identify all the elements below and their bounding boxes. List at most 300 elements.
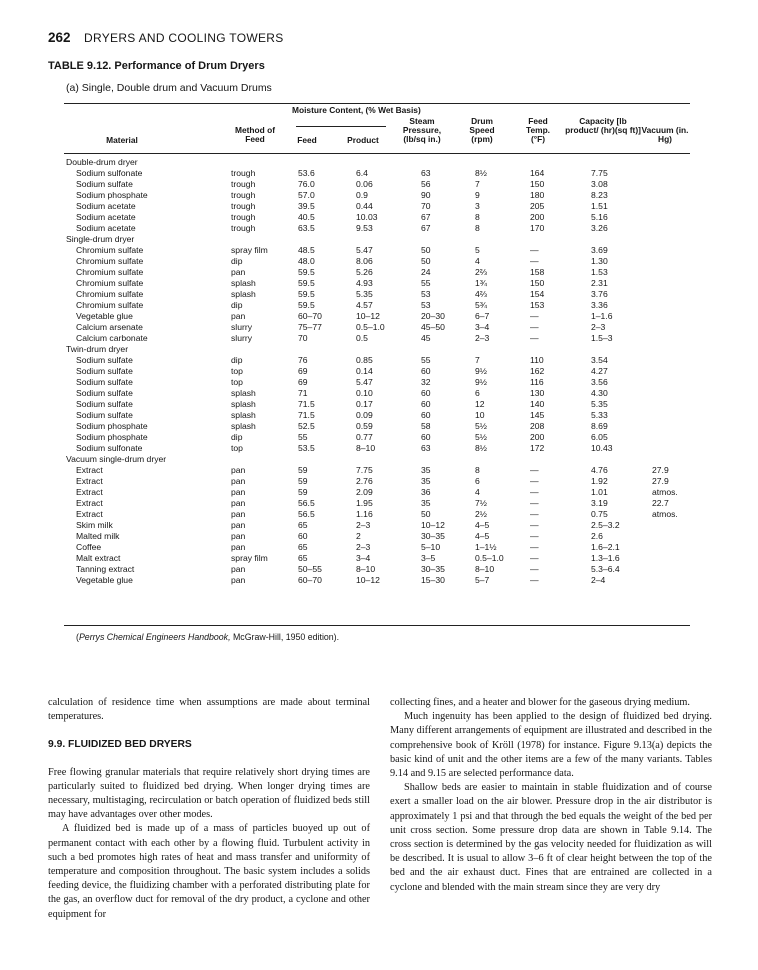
cell-drum-speed: 7½ [475, 498, 487, 508]
cell-feed-temp: 200 [530, 212, 545, 222]
cell-product-moisture: 2–3 [356, 520, 371, 530]
cell-feed-temp: 154 [530, 289, 545, 299]
cell-feed-moisture: 63.5 [298, 223, 315, 233]
cell-steam-pressure: 70 [421, 201, 431, 211]
cell-capacity: 4.76 [591, 465, 608, 475]
cell-capacity: 5.35 [591, 399, 608, 409]
cell-drum-speed: 5–7 [475, 575, 490, 585]
cell-method: splash [231, 421, 256, 431]
col-header-feed-temp: Feed Temp. (°F) [525, 116, 551, 144]
cell-steam-pressure: 90 [421, 190, 431, 200]
cell-material: Skim milk [76, 520, 113, 530]
cell-feed-temp: 162 [530, 366, 545, 376]
cell-drum-speed: 3–4 [475, 322, 490, 332]
cell-material: Sodium sulfate [76, 399, 133, 409]
cell-feed-temp: — [530, 553, 539, 563]
cell-feed-temp: — [530, 487, 539, 497]
cell-drum-speed: 4⅔ [475, 289, 487, 299]
cell-feed-temp: — [530, 498, 539, 508]
col-header-material: Material [106, 135, 138, 145]
cell-method: top [231, 443, 243, 453]
col-header-vacuum: Vacuum (in. Hg) [641, 125, 689, 144]
cell-material: Sodium phosphate [76, 190, 148, 200]
caption-source-rest: McGraw-Hill, 1950 edition). [232, 632, 340, 642]
cell-drum-speed: 5¾ [475, 300, 487, 310]
cell-method: splash [231, 388, 256, 398]
right-paragraph-2: Much ingenuity has been applied to the design of fluidized bed drying. Many different arrangements of equipment are illustrated and described in the comprehensive book of Kröll (1978) for instance. Figure 9.13(a) depicts the basic kind of unit and the other items are a few of the many variants. Tables 9.14 and 9.15 are selected performance data. [390, 711, 712, 780]
cell-capacity: 10.43 [591, 443, 613, 453]
cell-feed-moisture: 60–70 [298, 575, 322, 585]
cell-feed-moisture: 59 [298, 465, 308, 475]
cell-feed-temp: 158 [530, 267, 545, 277]
cell-drum-speed: 9½ [475, 377, 487, 387]
cell-capacity: 0.75 [591, 509, 608, 519]
cell-drum-speed: 3 [475, 201, 480, 211]
cell-steam-pressure: 30–35 [421, 564, 445, 574]
cell-product-moisture: 3–4 [356, 553, 371, 563]
cell-steam-pressure: 63 [421, 168, 431, 178]
cell-drum-speed: 8½ [475, 443, 487, 453]
cell-feed-moisture: 69 [298, 377, 308, 387]
cell-capacity: 4.30 [591, 388, 608, 398]
cell-feed-temp: — [530, 564, 539, 574]
cell-product-moisture: 8.06 [356, 256, 373, 266]
cell-material: Calcium arsenate [76, 322, 143, 332]
cell-feed-moisture: 48.0 [298, 256, 315, 266]
cell-drum-speed: 4–5 [475, 531, 490, 541]
cell-product-moisture: 0.5–1.0 [356, 322, 385, 332]
cell-product-moisture: 6.4 [356, 168, 368, 178]
cell-material: Chromium sulfate [76, 245, 144, 255]
cell-material: Extract [76, 465, 103, 475]
cell-steam-pressure: 45 [421, 333, 431, 343]
table-source-caption: (Perrys Chemical Engineers Handbook, McGraw-Hill, 1950 edition). [76, 632, 340, 642]
cell-steam-pressure: 60 [421, 388, 431, 398]
cell-material: Coffee [76, 542, 102, 552]
cell-product-moisture: 1.95 [356, 498, 373, 508]
cell-feed-temp: 205 [530, 201, 545, 211]
cell-drum-speed: 9½ [475, 366, 487, 376]
cell-capacity: 3.08 [591, 179, 608, 189]
cell-drum-speed: 8 [475, 223, 480, 233]
table-top-rule [64, 103, 690, 104]
cell-method: splash [231, 278, 256, 288]
cell-product-moisture: 10.03 [356, 212, 378, 222]
cell-product-moisture: 2 [356, 531, 361, 541]
cell-method: pan [231, 542, 246, 552]
section-heading: 9.9. FLUIDIZED BED DRYERS [48, 739, 192, 751]
cell-drum-speed: 5½ [475, 421, 487, 431]
cell-material: Chromium sulfate [76, 278, 144, 288]
moisture-group-rule [296, 126, 386, 127]
cell-material: Sodium phosphate [76, 421, 148, 431]
cell-feed-moisture: 71.5 [298, 399, 315, 409]
cell-product-moisture: 2.09 [356, 487, 373, 497]
cell-steam-pressure: 60 [421, 410, 431, 420]
left-paragraph-1: calculation of residence time when assumptions are made about terminal temperatures. [48, 697, 370, 723]
cell-material: Sodium sulfonate [76, 443, 143, 453]
cell-drum-speed: 4 [475, 256, 480, 266]
cell-feed-moisture: 75–77 [298, 322, 322, 332]
cell-material: Sodium sulfate [76, 388, 133, 398]
cell-capacity: 8.69 [591, 421, 608, 431]
cell-product-moisture: 9.53 [356, 223, 373, 233]
cell-feed-moisture: 71.5 [298, 410, 315, 420]
cell-steam-pressure: 15–30 [421, 575, 445, 585]
cell-capacity: 3.69 [591, 245, 608, 255]
table-header-rule [64, 153, 690, 154]
cell-feed-temp: — [530, 542, 539, 552]
cell-method: trough [231, 168, 256, 178]
cell-drum-speed: 2⅔ [475, 267, 487, 277]
cell-method: splash [231, 399, 256, 409]
cell-product-moisture: 8–10 [356, 443, 376, 453]
cell-capacity: 1.51 [591, 201, 608, 211]
cell-drum-speed: 4–5 [475, 520, 490, 530]
cell-feed-moisture: 48.5 [298, 245, 315, 255]
cell-capacity: 7.75 [591, 168, 608, 178]
cell-capacity: 5.33 [591, 410, 608, 420]
cell-product-moisture: 0.09 [356, 410, 373, 420]
cell-drum-speed: 1–1½ [475, 542, 497, 552]
cell-material: Sodium acetate [76, 223, 136, 233]
cell-vacuum: 27.9 [652, 465, 669, 475]
cell-feed-moisture: 56.5 [298, 509, 315, 519]
cell-feed-temp: 150 [530, 179, 545, 189]
cell-drum-speed: 6 [475, 476, 480, 486]
cell-feed-moisture: 60 [298, 531, 308, 541]
cell-drum-speed: 12 [475, 399, 485, 409]
cell-product-moisture: 0.44 [356, 201, 373, 211]
cell-method: splash [231, 289, 256, 299]
cell-method: pan [231, 311, 246, 321]
cell-capacity: 4.27 [591, 366, 608, 376]
cell-feed-moisture: 76.0 [298, 179, 315, 189]
cell-vacuum: 27.9 [652, 476, 669, 486]
cell-feed-moisture: 71 [298, 388, 308, 398]
page-number: 262 [48, 30, 71, 45]
cell-steam-pressure: 63 [421, 443, 431, 453]
right-paragraph-3: Shallow beds are easier to maintain in stable fluidization and of course exert a smaller load on the air blower. Pressure drop in the air distributor is approximately 1 psi and that through the bed equals the weight of the bed per unit cross section. Some pressure drop data are shown in Table 9.14. The cross section is determined by the gas velocity needed for fluidization as will be described. It is usual to allow 3–6 ft of clear height between the top of the bed and the air exhaust duct. Fines that are entrained are collected in a cyclone and blended with the main stream since they are very dry [390, 782, 712, 893]
cell-drum-speed: 1¾ [475, 278, 487, 288]
cell-material: Sodium sulfate [76, 179, 133, 189]
left-paragraph-3: A fluidized bed is made up of a mass of particles buoyed up out of permanent contact with each other by a flowing fluid. Turbulent activity in such a bed promotes high rates of heat and mass transfer and uniformity of temperature and composition throughout. The basic system includes a solids feeding device, the fluidizing chamber with a perforated distributing plate for the gas, an overflow duct for removal of the dry product, a cyclone and other equipment for [48, 823, 370, 920]
running-title: DRYERS AND COOLING TOWERS [84, 31, 284, 45]
cell-product-moisture: 5.26 [356, 267, 373, 277]
cell-material: Extract [76, 509, 103, 519]
cell-feed-temp: 153 [530, 300, 545, 310]
cell-steam-pressure: 60 [421, 399, 431, 409]
cell-feed-moisture: 59.5 [298, 278, 315, 288]
cell-feed-moisture: 65 [298, 520, 308, 530]
cell-drum-speed: 8–10 [475, 564, 495, 574]
cell-capacity: 1.3–1.6 [591, 553, 620, 563]
cell-capacity: 3.56 [591, 377, 608, 387]
cell-product-moisture: 7.75 [356, 465, 373, 475]
col-header-feed: Feed [297, 135, 317, 145]
cell-steam-pressure: 60 [421, 366, 431, 376]
cell-material: Chromium sulfate [76, 300, 144, 310]
cell-feed-temp: — [530, 520, 539, 530]
cell-feed-moisture: 59.5 [298, 300, 315, 310]
cell-method: top [231, 377, 243, 387]
table-section-header: Double-drum dryer [66, 157, 138, 167]
cell-feed-moisture: 76 [298, 355, 308, 365]
cell-steam-pressure: 56 [421, 179, 431, 189]
cell-material: Sodium sulfate [76, 355, 133, 365]
cell-capacity: 1–1.6 [591, 311, 613, 321]
cell-method: pan [231, 465, 246, 475]
cell-product-moisture: 10–12 [356, 575, 380, 585]
cell-material: Sodium sulfonate [76, 168, 143, 178]
cell-method: slurry [231, 333, 253, 343]
table-subtitle: (a) Single, Double drum and Vacuum Drums [66, 82, 272, 94]
cell-method: slurry [231, 322, 253, 332]
right-paragraph-1: collecting fines, and a heater and blower for the gaseous drying medium. [390, 697, 690, 708]
cell-method: trough [231, 179, 256, 189]
cell-feed-moisture: 59.5 [298, 289, 315, 299]
cell-drum-speed: 5 [475, 245, 480, 255]
cell-method: trough [231, 190, 256, 200]
cell-material: Extract [76, 487, 103, 497]
cell-feed-temp: — [530, 465, 539, 475]
cell-method: spray film [231, 553, 268, 563]
col-header-product: Product [347, 135, 379, 145]
cell-product-moisture: 0.85 [356, 355, 373, 365]
cell-drum-speed: 5½ [475, 432, 487, 442]
col-header-drum-speed: Drum Speed (rpm) [469, 116, 495, 144]
right-text-column [390, 696, 712, 895]
cell-steam-pressure: 35 [421, 498, 431, 508]
cell-material: Sodium sulfate [76, 410, 133, 420]
cell-steam-pressure: 5–10 [421, 542, 441, 552]
cell-drum-speed: 2½ [475, 509, 487, 519]
cell-product-moisture: 0.06 [356, 179, 373, 189]
cell-material: Chromium sulfate [76, 267, 144, 277]
cell-drum-speed: 7 [475, 355, 480, 365]
cell-method: pan [231, 520, 246, 530]
cell-steam-pressure: 50 [421, 256, 431, 266]
cell-vacuum: 22.7 [652, 498, 669, 508]
cell-product-moisture: 2–3 [356, 542, 371, 552]
cell-feed-moisture: 65 [298, 553, 308, 563]
cell-feed-moisture: 50–55 [298, 564, 322, 574]
cell-capacity: 2–3 [591, 322, 606, 332]
cell-feed-moisture: 69 [298, 366, 308, 376]
cell-drum-speed: 4 [475, 487, 480, 497]
cell-capacity: 1.92 [591, 476, 608, 486]
cell-capacity: 1.01 [591, 487, 608, 497]
cell-feed-moisture: 59.5 [298, 267, 315, 277]
cell-method: dip [231, 256, 243, 266]
cell-material: Sodium phosphate [76, 432, 148, 442]
cell-steam-pressure: 20–30 [421, 311, 445, 321]
cell-feed-moisture: 65 [298, 542, 308, 552]
cell-product-moisture: 1.16 [356, 509, 373, 519]
cell-steam-pressure: 53 [421, 300, 431, 310]
cell-product-moisture: 5.47 [356, 377, 373, 387]
table-section-header: Twin-drum dryer [66, 344, 129, 354]
cell-feed-temp: — [530, 531, 539, 541]
cell-method: pan [231, 498, 246, 508]
cell-feed-moisture: 59 [298, 476, 308, 486]
cell-feed-temp: 172 [530, 443, 545, 453]
cell-steam-pressure: 3–5 [421, 553, 436, 563]
cell-capacity: 2.6 [591, 531, 603, 541]
cell-capacity: 5.16 [591, 212, 608, 222]
cell-method: trough [231, 212, 256, 222]
cell-feed-temp: 180 [530, 190, 545, 200]
cell-method: pan [231, 487, 246, 497]
cell-product-moisture: 4.93 [356, 278, 373, 288]
cell-method: pan [231, 564, 246, 574]
cell-steam-pressure: 58 [421, 421, 431, 431]
cell-product-moisture: 0.14 [356, 366, 373, 376]
cell-feed-temp: — [530, 509, 539, 519]
cell-steam-pressure: 32 [421, 377, 431, 387]
cell-method: pan [231, 267, 246, 277]
table-section-header: Vacuum single-drum dryer [66, 454, 167, 464]
cell-feed-moisture: 39.5 [298, 201, 315, 211]
cell-drum-speed: 8 [475, 465, 480, 475]
cell-product-moisture: 10–12 [356, 311, 380, 321]
cell-drum-speed: 9 [475, 190, 480, 200]
cell-method: dip [231, 355, 243, 365]
cell-product-moisture: 0.59 [356, 421, 373, 431]
cell-steam-pressure: 50 [421, 245, 431, 255]
cell-feed-temp: 164 [530, 168, 545, 178]
cell-drum-speed: 8½ [475, 168, 487, 178]
cell-material: Sodium acetate [76, 201, 136, 211]
cell-steam-pressure: 30–35 [421, 531, 445, 541]
cell-feed-moisture: 55 [298, 432, 308, 442]
cell-method: pan [231, 509, 246, 519]
cell-feed-temp: — [530, 322, 539, 332]
cell-feed-temp: 150 [530, 278, 545, 288]
cell-feed-temp: 208 [530, 421, 545, 431]
cell-feed-temp: 110 [530, 355, 544, 365]
cell-capacity: 3.36 [591, 300, 608, 310]
cell-steam-pressure: 55 [421, 278, 431, 288]
col-header-capacity: Capacity [lb product/ (hr)(sq ft)] [565, 116, 641, 135]
cell-steam-pressure: 45–50 [421, 322, 445, 332]
cell-steam-pressure: 67 [421, 223, 431, 233]
cell-feed-temp: — [530, 333, 539, 343]
cell-product-moisture: 0.9 [356, 190, 368, 200]
cell-feed-moisture: 56.5 [298, 498, 315, 508]
col-header-method: Method of Feed [234, 125, 275, 144]
cell-product-moisture: 4.57 [356, 300, 373, 310]
cell-feed-moisture: 52.5 [298, 421, 315, 431]
cell-drum-speed: 10 [475, 410, 485, 420]
cell-steam-pressure: 53 [421, 289, 431, 299]
cell-product-moisture: 2.76 [356, 476, 373, 486]
cell-drum-speed: 6–7 [475, 311, 490, 321]
cell-steam-pressure: 35 [421, 465, 431, 475]
cell-feed-temp: 116 [530, 377, 544, 387]
cell-material: Tanning extract [76, 564, 135, 574]
cell-material: Extract [76, 476, 103, 486]
cell-product-moisture: 0.5 [356, 333, 368, 343]
cell-steam-pressure: 36 [421, 487, 431, 497]
cell-feed-moisture: 59 [298, 487, 308, 497]
cell-product-moisture: 0.17 [356, 399, 373, 409]
cell-steam-pressure: 10–12 [421, 520, 445, 530]
cell-material: Sodium sulfate [76, 377, 133, 387]
cell-feed-moisture: 70 [298, 333, 308, 343]
cell-steam-pressure: 24 [421, 267, 431, 277]
table-title: TABLE 9.12. Performance of Drum Dryers [48, 60, 265, 72]
cell-steam-pressure: 60 [421, 432, 431, 442]
cell-product-moisture: 8–10 [356, 564, 376, 574]
cell-feed-temp: 200 [530, 432, 545, 442]
cell-product-moisture: 5.47 [356, 245, 373, 255]
cell-feed-moisture: 60–70 [298, 311, 322, 321]
cell-method: spray film [231, 245, 268, 255]
cell-feed-temp: 170 [530, 223, 545, 233]
table-section-header: Single-drum dryer [66, 234, 135, 244]
cell-method: trough [231, 201, 256, 211]
cell-feed-moisture: 40.5 [298, 212, 315, 222]
cell-material: Chromium sulfate [76, 256, 144, 266]
cell-method: top [231, 366, 243, 376]
moisture-group-header: Moisture Content, (% Wet Basis) [292, 105, 421, 115]
cell-feed-moisture: 53.6 [298, 168, 315, 178]
cell-vacuum: atmos. [652, 509, 678, 519]
cell-product-moisture: 5.35 [356, 289, 373, 299]
cell-material: Chromium sulfate [76, 289, 144, 299]
cell-capacity: 5.3–6.4 [591, 564, 620, 574]
cell-capacity: 1.53 [591, 267, 608, 277]
cell-product-moisture: 0.10 [356, 388, 373, 398]
cell-capacity: 1.30 [591, 256, 608, 266]
cell-vacuum: atmos. [652, 487, 678, 497]
cell-method: pan [231, 476, 246, 486]
cell-method: splash [231, 410, 256, 420]
table-bottom-rule [64, 625, 690, 626]
cell-drum-speed: 0.5–1.0 [475, 553, 504, 563]
cell-material: Sodium acetate [76, 212, 136, 222]
cell-material: Calcium carbonate [76, 333, 148, 343]
cell-capacity: 1.6–2.1 [591, 542, 620, 552]
cell-method: dip [231, 432, 243, 442]
cell-drum-speed: 6 [475, 388, 480, 398]
cell-steam-pressure: 67 [421, 212, 431, 222]
left-text-column [48, 696, 370, 922]
cell-method: pan [231, 531, 246, 541]
cell-capacity: 1.5–3 [591, 333, 613, 343]
cell-method: dip [231, 300, 243, 310]
cell-capacity: 2.5–3.2 [591, 520, 620, 530]
cell-feed-temp: — [530, 311, 539, 321]
cell-material: Malt extract [76, 553, 121, 563]
left-paragraph-2: Free flowing granular materials that require relatively short drying times are particularly suited to fluidized bed drying. When longer drying times are necessary, multistaging, recirculation or batch operation of fluidized beds still may have advantages over other modes. [48, 766, 370, 821]
cell-drum-speed: 7 [475, 179, 480, 189]
cell-drum-speed: 8 [475, 212, 480, 222]
col-header-steam: Steam Pressure, (lb/sq in.) [402, 116, 442, 144]
cell-capacity: 2.31 [591, 278, 608, 288]
cell-material: Extract [76, 498, 103, 508]
cell-feed-temp: — [530, 575, 539, 585]
cell-material: Vegetable glue [76, 575, 133, 585]
cell-feed-temp: — [530, 476, 539, 486]
cell-steam-pressure: 35 [421, 476, 431, 486]
cell-product-moisture: 0.77 [356, 432, 373, 442]
cell-capacity: 6.05 [591, 432, 608, 442]
cell-feed-temp: — [530, 256, 539, 266]
cell-method: pan [231, 575, 246, 585]
cell-feed-moisture: 53.5 [298, 443, 315, 453]
